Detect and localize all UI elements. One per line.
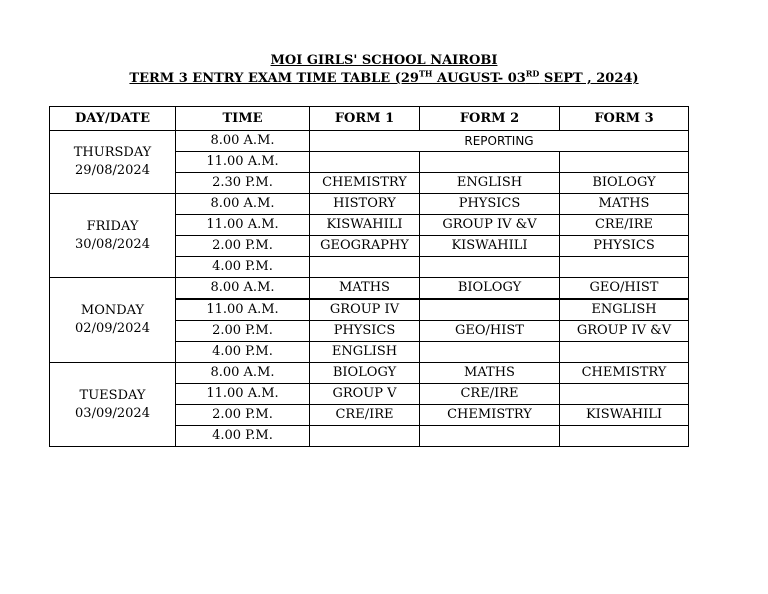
day-date-cell — [50, 278, 176, 363]
form-2-subject-cell — [420, 426, 560, 447]
header-row — [50, 107, 689, 131]
table-row — [50, 278, 689, 300]
title-part-1: TERM 3 ENTRY EXAM TIME TABLE (29 — [129, 71, 419, 86]
time-cell: 8.00 A.M. — [176, 131, 310, 152]
day-date-cell — [50, 131, 176, 194]
day-name: TUESDAY — [79, 387, 146, 403]
time-cell: 11.00 A.M. — [176, 215, 310, 236]
time-cell: 11.00 A.M. — [176, 152, 310, 173]
form-2-subject-cell: CRE/IRE — [420, 384, 560, 405]
title-part-3: SEPT , 2024) — [539, 71, 639, 86]
form-1-subject-cell: ENGLISH — [310, 342, 420, 363]
table-row — [50, 363, 689, 384]
time-cell: 8.00 A.M. — [176, 194, 310, 215]
table-row — [50, 194, 689, 215]
day-date-cell — [50, 363, 176, 447]
form-2-subject-cell: MATHS — [420, 363, 560, 384]
table-row — [50, 131, 689, 152]
time-cell: 2.00 P.M. — [176, 405, 310, 426]
form-2-subject-cell: KISWAHILI — [420, 236, 560, 257]
form-1-subject-cell: KISWAHILI — [310, 215, 420, 236]
form-2-subject-cell: ENGLISH — [420, 173, 560, 194]
form-1-subject-cell — [310, 152, 420, 173]
form-1-subject-cell: GROUP V — [310, 384, 420, 405]
form-1-subject-cell: CRE/IRE — [310, 405, 420, 426]
day-name: MONDAY — [80, 303, 145, 318]
title-part-2: AUGUST- 03 — [432, 71, 526, 86]
form-1-subject-cell — [310, 257, 420, 278]
form-1-subject-cell: HISTORY — [310, 194, 420, 215]
form-3-subject-cell: MATHS — [560, 194, 689, 215]
form-2-subject-cell — [420, 152, 560, 173]
form-3-subject-cell: PHYSICS — [560, 236, 689, 257]
time-cell: 8.00 A.M. — [176, 278, 310, 300]
form-1-subject-cell: CHEMISTRY — [310, 173, 420, 194]
header-form-2: FORM 2 — [420, 107, 560, 131]
time-cell: 2.00 P.M. — [176, 236, 310, 257]
form-2-subject-cell: GROUP IV &V — [420, 215, 560, 236]
school-title: MOI GIRLS' SCHOOL NAIROBI — [270, 53, 498, 68]
form-3-subject-cell: GEO/HIST — [560, 278, 689, 300]
day-date-cell — [50, 194, 176, 278]
header-time: TIME — [176, 107, 310, 131]
form-3-subject-cell — [560, 384, 689, 405]
form-1-subject-cell — [310, 426, 420, 447]
form-3-subject-cell — [560, 257, 689, 278]
time-cell: 4.00 P.M. — [176, 257, 310, 278]
form-3-subject-cell: ENGLISH — [560, 299, 689, 321]
time-cell: 11.00 A.M. — [176, 384, 310, 405]
form-2-subject-cell: CHEMISTRY — [420, 405, 560, 426]
form-3-subject-cell — [560, 152, 689, 173]
header-day-date: DAY/DATE — [50, 107, 176, 131]
form-3-subject-cell: CHEMISTRY — [560, 363, 689, 384]
time-cell: 2.30 P.M. — [176, 173, 310, 194]
form-2-subject-cell — [420, 342, 560, 363]
form-1-subject-cell: GROUP IV — [310, 299, 420, 321]
form-2-subject-cell: BIOLOGY — [420, 278, 560, 300]
form-1-subject-cell: BIOLOGY — [310, 363, 420, 384]
time-cell: 8.00 A.M. — [176, 363, 310, 384]
form-2-subject-cell — [420, 299, 560, 321]
exam-timetable — [49, 106, 689, 447]
form-3-subject-cell: GROUP IV &V — [560, 321, 689, 342]
title-sup-1: TH — [418, 68, 433, 79]
day-date: 30/08/2024 — [75, 236, 150, 252]
time-cell: 4.00 P.M. — [176, 426, 310, 447]
time-cell: 11.00 A.M. — [176, 299, 310, 321]
reporting-cell: REPORTING — [310, 131, 689, 152]
day-date: 02/09/2024 — [75, 321, 150, 336]
form-3-subject-cell — [560, 342, 689, 363]
day-name: THURSDAY — [73, 145, 152, 160]
day-name: FRIDAY — [86, 218, 139, 234]
day-date: 03/09/2024 — [75, 405, 150, 421]
form-3-subject-cell: KISWAHILI — [560, 405, 689, 426]
form-1-subject-cell: GEOGRAPHY — [310, 236, 420, 257]
form-2-subject-cell: GEO/HIST — [420, 321, 560, 342]
header-form-1: FORM 1 — [310, 107, 420, 131]
day-date: 29/08/2024 — [75, 163, 150, 178]
form-1-subject-cell: PHYSICS — [310, 321, 420, 342]
timetable-body — [50, 131, 689, 447]
time-cell: 4.00 P.M. — [176, 342, 310, 363]
header-form-3: FORM 3 — [560, 107, 689, 131]
form-1-subject-cell: MATHS — [310, 278, 420, 300]
time-cell: 2.00 P.M. — [176, 321, 310, 342]
form-2-subject-cell — [420, 257, 560, 278]
title-sup-2: RD — [525, 68, 540, 79]
form-2-subject-cell: PHYSICS — [420, 194, 560, 215]
form-3-subject-cell: CRE/IRE — [560, 215, 689, 236]
form-3-subject-cell: BIOLOGY — [560, 173, 689, 194]
form-3-subject-cell — [560, 426, 689, 447]
timetable-title — [0, 68, 768, 86]
